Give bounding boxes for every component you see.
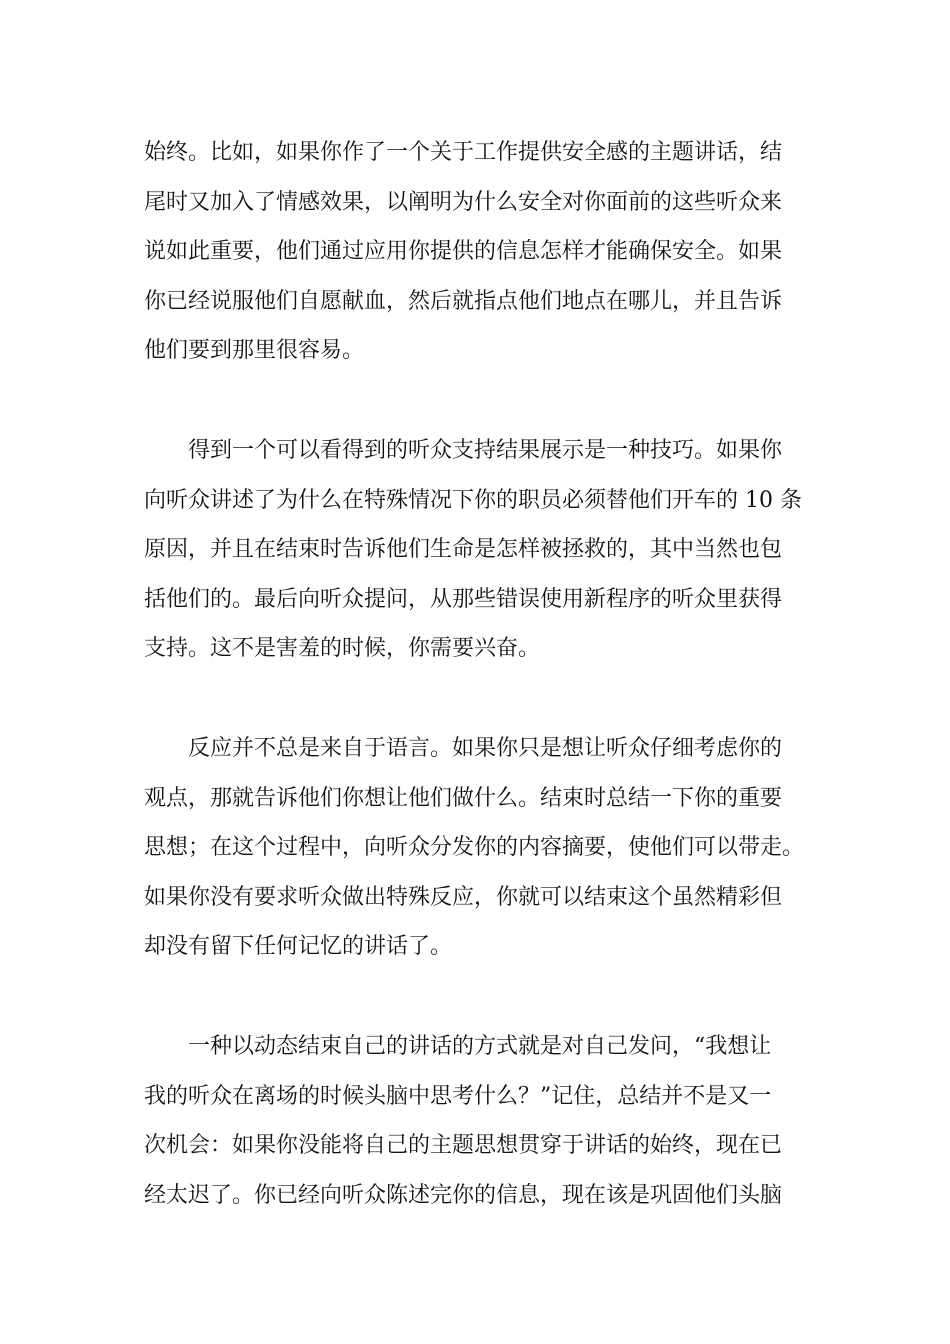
paragraph-first-line: 得到一个可以看得到的听众支持结果展示是一种技巧。如果你: [188, 438, 783, 463]
paragraph-line: 如果你没有要求听众做出特殊反应，你就可以结束这个虽然精彩但: [144, 884, 783, 910]
paragraph-line: 观点，那就告诉他们你想让他们做什么。结束时总结一下你的重要: [144, 785, 783, 811]
paragraph-line: 始终。比如，如果你作了一个关于工作提供安全感的主题讲话，结: [144, 140, 783, 165]
paragraph-line: 尾时又加入了情感效果，以阐明为什么安全对你面前的这些听众来: [144, 189, 783, 215]
paragraph-line: 原因，并且在结束时告诉他们生命是怎样被拯救的，其中当然也包: [144, 537, 783, 562]
paragraph-line: 支持。这不是害羞的时候，你需要兴奋。: [144, 636, 541, 661]
paragraph-line: 你已经说服他们自愿献血，然后就指点他们地点在哪儿，并且告诉: [144, 288, 783, 314]
paragraph-first-line: 一种以动态结束自己的讲话的方式就是对自己发问，“我想让: [188, 1034, 772, 1059]
paragraph-line: 说如此重要，他们通过应用你提供的信息怎样才能确保安全。如果: [144, 239, 783, 264]
paragraph-line: 经太迟了。你已经向听众陈述完你的信息，现在该是巩固他们头脑: [144, 1182, 783, 1208]
paragraph-line: 次机会：如果你没能将自己的主题思想贯穿于讲话的始终，现在已: [144, 1133, 783, 1158]
paragraph-line: 他们要到那里很容易。: [144, 338, 365, 363]
paragraph-line: 思想；在这个过程中，向听众分发你的内容摘要，使他们可以带走。: [144, 835, 805, 860]
paragraph-first-line: 反应并不总是来自于语言。如果你只是想让听众仔细考虑你的: [188, 736, 783, 761]
paragraph-2: [144, 426, 824, 674]
paragraph-3: [144, 724, 824, 972]
paragraph-4: [144, 1022, 824, 1220]
paragraph-line: 我的听众在离场的时候头脑中思考什么？”记住，总结并不是又一: [144, 1083, 772, 1109]
paragraph-line: 向听众讲述了为什么在特殊情况下你的职员必须替他们开车的 10 条: [144, 487, 802, 513]
paragraph-line: 却没有留下任何记忆的讲话了。: [144, 934, 453, 959]
paragraph-1: [144, 128, 824, 376]
paragraph-line: 括他们的。最后向听众提问，从那些错误使用新程序的听众里获得: [144, 586, 783, 612]
